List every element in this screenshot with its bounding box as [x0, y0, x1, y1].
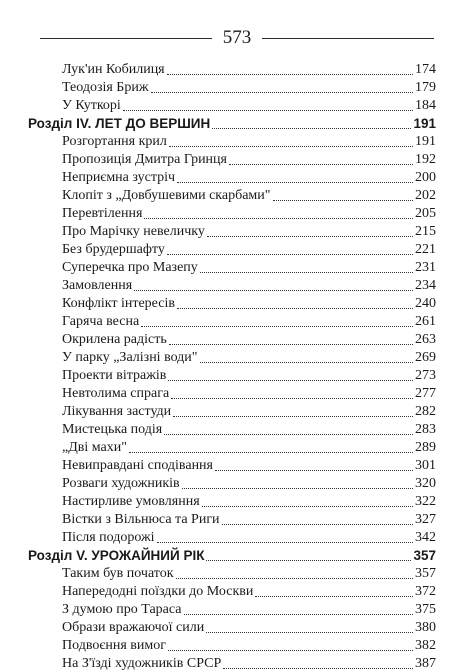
toc-entry-page: 357	[413, 548, 436, 563]
toc-entry-page: 191	[415, 134, 436, 149]
header-rule-right	[262, 38, 434, 39]
toc-entry-page: 382	[415, 638, 436, 653]
dot-leader	[202, 506, 413, 507]
toc-entry-title: Неприємна зустріч	[62, 170, 176, 185]
toc-entry	[62, 418, 436, 438]
toc-entry-page: 277	[415, 386, 436, 401]
dot-leader	[167, 254, 413, 255]
toc-entry-title: У Куткорі	[62, 98, 121, 113]
toc-entry	[62, 616, 436, 636]
toc-entry	[62, 148, 436, 168]
toc-entry-title: Суперечка про Мазепу	[62, 260, 198, 275]
toc-entry	[62, 526, 436, 546]
dot-leader	[206, 560, 411, 561]
toc-entry	[62, 454, 436, 474]
toc-entry-title: Лікування застуди	[62, 404, 172, 419]
toc-entry	[62, 364, 436, 384]
dot-leader	[134, 290, 413, 291]
dot-leader	[223, 668, 413, 669]
dot-leader	[167, 74, 413, 75]
toc-entry-page: 234	[415, 278, 436, 293]
dot-leader	[184, 614, 414, 615]
dot-leader	[206, 632, 413, 633]
dot-leader	[200, 272, 413, 273]
dot-leader	[168, 380, 413, 381]
toc-entry-title: „Дві махи"	[62, 440, 127, 455]
toc-entry-page: 192	[415, 152, 436, 167]
toc-entry	[62, 292, 436, 312]
toc-entry-title: Після подорожі	[62, 530, 155, 545]
dot-leader	[200, 362, 413, 363]
toc-entry-page: 215	[415, 224, 436, 239]
dot-leader	[169, 146, 413, 147]
toc-entry	[62, 328, 436, 348]
dot-leader	[207, 236, 413, 237]
toc-entry-page: 273	[415, 368, 436, 383]
dot-leader	[129, 452, 413, 453]
toc-entry-title: Вістки з Вільнюса та Риги	[62, 512, 220, 527]
toc-entry-page: 322	[415, 494, 436, 509]
toc-entry	[62, 508, 436, 528]
toc-entry	[62, 346, 436, 366]
toc-entry-page: 221	[415, 242, 436, 257]
toc-entry	[62, 652, 436, 672]
dot-leader	[255, 596, 413, 597]
toc-entry-page: 174	[415, 62, 436, 77]
toc-entry	[62, 562, 436, 582]
toc-entry-title: Пропозиція Дмитра Гринця	[62, 152, 227, 167]
dot-leader	[164, 434, 413, 435]
toc-entry	[62, 58, 436, 78]
page-number: 573	[222, 27, 252, 48]
toc-entry-page: 184	[415, 98, 436, 113]
toc-entry-title: Окрилена радість	[62, 332, 167, 347]
toc-entry	[62, 274, 436, 294]
dot-leader	[177, 308, 413, 309]
toc-entry	[62, 472, 436, 492]
toc-entry	[62, 184, 436, 204]
toc-entry	[62, 382, 436, 402]
toc-entry	[62, 94, 436, 114]
toc-entry-page: 289	[415, 440, 436, 455]
dot-leader	[123, 110, 413, 111]
toc-entry-title: Перевтілення	[62, 206, 143, 221]
toc-entry-title: Таким був початок	[62, 566, 174, 581]
toc-entry-title: Образи вражаючої сили	[62, 620, 205, 635]
toc-part-heading	[28, 544, 436, 564]
toc-entry-page: 282	[415, 404, 436, 419]
dot-leader	[168, 650, 413, 651]
toc-part-heading	[28, 112, 436, 132]
dot-leader	[171, 398, 413, 399]
toc-entry-title: Подвоєння вимог	[62, 638, 166, 653]
toc-entry-title: Теодозія Бриж	[62, 80, 149, 95]
toc-entry	[62, 400, 436, 420]
toc-entry-title: Розваги художників	[62, 476, 180, 491]
toc-entry-title: Проекти вітражів	[62, 368, 167, 383]
toc-entry-title: Розгортання крил	[62, 134, 167, 149]
toc-entry-title: Про Марічку невеличку	[62, 224, 205, 239]
toc-entry-title: Розділ V. УРОЖАЙНИЙ РІК	[28, 548, 205, 563]
dot-leader	[157, 542, 413, 543]
toc-entry-page: 200	[415, 170, 436, 185]
dot-leader	[222, 524, 413, 525]
toc-entry	[62, 238, 436, 258]
toc-entry-page: 301	[415, 458, 436, 473]
dot-leader	[177, 182, 413, 183]
toc-entry-title: Напередодні поїздки до Москви	[62, 584, 254, 599]
toc-entry-title: На З'їзді художників СРСР	[62, 656, 222, 671]
toc-entry	[62, 580, 436, 600]
page-header	[0, 26, 470, 50]
toc-entry	[62, 490, 436, 510]
header-rule-left	[40, 38, 212, 39]
toc-entry-page: 342	[415, 530, 436, 545]
toc-entry-title: Мистецька подія	[62, 422, 163, 437]
toc-entry-title: Конфлікт інтересів	[62, 296, 175, 311]
toc-entry-title: Невиправдані сподівання	[62, 458, 213, 473]
toc-entry-page: 205	[415, 206, 436, 221]
toc-entry	[62, 310, 436, 330]
toc-entry	[62, 256, 436, 276]
toc-entry-title: Лук'ин Кобилиця	[62, 62, 165, 77]
toc-entry-page: 372	[415, 584, 436, 599]
toc-entry	[62, 220, 436, 240]
toc-entry-page: 202	[415, 188, 436, 203]
toc-entry	[62, 202, 436, 222]
toc-entry-title: У парку „Залізні води"	[62, 350, 198, 365]
toc-entry-page: 261	[415, 314, 436, 329]
dot-leader	[212, 128, 411, 129]
toc-entry-title: Замовлення	[62, 278, 133, 293]
toc-entry-page: 375	[415, 602, 436, 617]
dot-leader	[273, 200, 413, 201]
dot-leader	[144, 218, 413, 219]
toc-entry-page: 380	[415, 620, 436, 635]
toc-entry-page: 327	[415, 512, 436, 527]
toc-entry	[62, 130, 436, 150]
toc-entry-page: 269	[415, 350, 436, 365]
dot-leader	[229, 164, 413, 165]
toc-entry-title: Клопіт з „Довбушевими скарбами"	[62, 188, 271, 203]
toc-entry	[62, 436, 436, 456]
toc-entry-page: 357	[415, 566, 436, 581]
dot-leader	[173, 416, 413, 417]
toc-entry-page: 283	[415, 422, 436, 437]
toc-entry	[62, 166, 436, 186]
toc-entry	[62, 634, 436, 654]
toc-entry-title: Розділ IV. ЛЕТ ДО ВЕРШИН	[28, 116, 211, 131]
dot-leader	[151, 92, 413, 93]
toc-entry-page: 240	[415, 296, 436, 311]
toc-entry-title: Невтолима спрага	[62, 386, 170, 401]
toc-entry-page: 191	[413, 116, 436, 131]
dot-leader	[141, 326, 413, 327]
dot-leader	[176, 578, 413, 579]
toc-entry-page: 387	[415, 656, 436, 671]
toc-entry-title: З думою про Тараса	[62, 602, 182, 617]
toc-entry-title: Без брудершафту	[62, 242, 165, 257]
toc-entry-title: Настирливе умовляння	[62, 494, 200, 509]
toc-entry	[62, 598, 436, 618]
toc-entry	[62, 76, 436, 96]
toc-entry-page: 320	[415, 476, 436, 491]
dot-leader	[182, 488, 413, 489]
toc-entry-page: 231	[415, 260, 436, 275]
dot-leader	[169, 344, 413, 345]
dot-leader	[215, 470, 413, 471]
toc-entry-page: 263	[415, 332, 436, 347]
toc-entry-title: Гаряча весна	[62, 314, 140, 329]
toc-entry-page: 179	[415, 80, 436, 95]
